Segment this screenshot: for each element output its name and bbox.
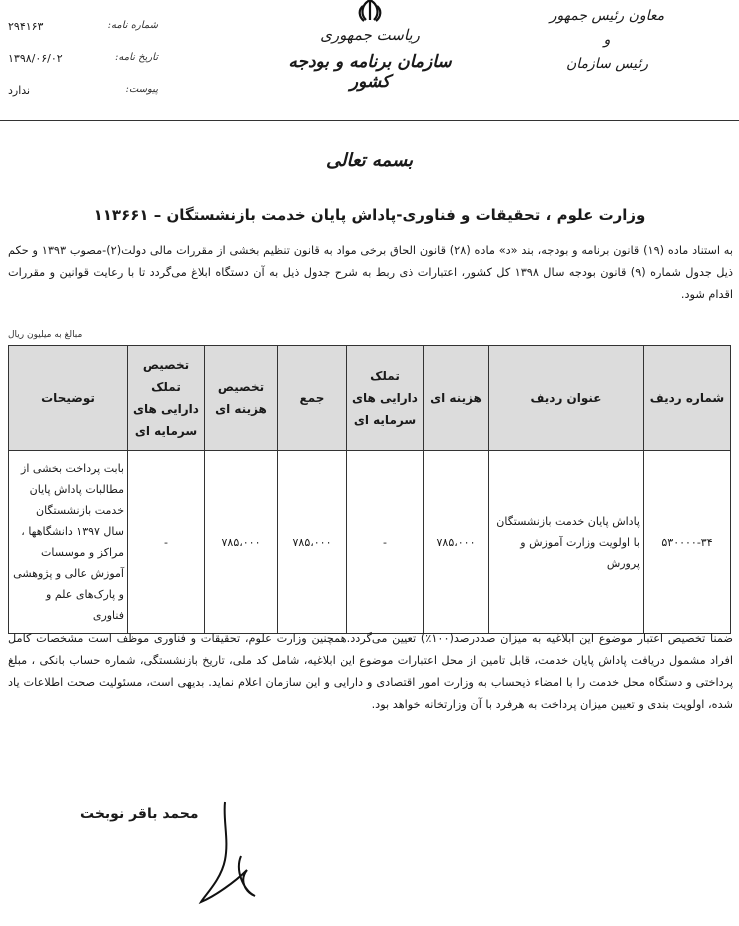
col-row-title: عنوان ردیف <box>489 346 644 451</box>
cell-row-title: پاداش پایان خدمت بازنشستگان با اولویت وزارت آموزش و پرورش <box>489 451 644 634</box>
issuer-line-3: رئیس سازمان <box>566 56 648 72</box>
table-row <box>9 451 731 634</box>
cell-capital-allocation: - <box>128 451 205 634</box>
letter-title: وزارت علوم ، تحقیقات و فناوری-پاداش پایان خدمت بازنشستگان – ۱۱۳۶۶۱ <box>93 206 646 224</box>
col-current-allocation: تخصیص هزینه ای <box>205 346 278 451</box>
cell-row-number: ۵۳۰۰۰۰-۳۴ <box>644 451 731 634</box>
col-capital-assets: تملک دارایی های سرمایه ای <box>347 346 424 451</box>
col-total: جمع <box>278 346 347 451</box>
unit-note: مبالغ به میلیون ریال <box>8 330 83 340</box>
attachment-label: پیوست: <box>125 84 158 95</box>
header-divider <box>0 120 739 121</box>
cell-total: ۷۸۵،۰۰۰ <box>278 451 347 634</box>
letter-date-row <box>8 52 158 65</box>
closing-paragraph: ضمنا تخصیص اعتبار موضوع این ابلاغیه به میزان صددرصد(۱۰۰٪) تعیین می‌گردد.همچنین وزارت علوم، تحقیقات و فناوری موظف است مشخصات کامل افراد مشمول دریافت پاداش پایان خدمت، قابل تامین از محل اعتبارات موضوع این ابلاغیه، شامل کد ملی، تاریخ بازنشستگی، شماره حساب بانکی ، مبلغ پرداختی و دستگاه محل خدمت را با امضاء ذیحساب به وزارت امور اقتصادی و دارایی و این سازمان اعلام نماید. بدیهی است، مسئولیت صحت اطلاعات یاد شده، اولویت بندی و تعیین میزان پرداخت به هرفرد با آن وزارتخانه خواهد بود. <box>8 632 733 711</box>
cell-description: بابت پرداخت بخشی از مطالبات پاداش پایان خدمت بازنشستگان سال ۱۳۹۷ دانشگاهها ، مراکز و موسسات آموزش عالی و پژوهشی و پارک‌های علم و فناوری <box>9 451 128 634</box>
letter-date-value: ۱۳۹۸/۰۶/۰۲ <box>8 52 63 65</box>
col-row-number: شماره ردیف <box>644 346 731 451</box>
cell-capital-assets: - <box>347 451 424 634</box>
intro-paragraph: به استناد ماده (۱۹) قانون برنامه و بودجه، بند «د» ماده (۲۸) قانون الحاق برخی مواد به قانون تنظیم بخشی از مقررات مالی دولت(۲)-مصوب ۱۳۹۳ و حکم ذیل جدول شماره (۹) قانون بودجه سال ۱۳۹۸ کل کشور، اعتبارات ذی ربط به شرح جدول ذیل به آن دستگاه ابلاغ می‌گردد تا با رعایت قوانین و مقررات اقدام شود. <box>8 244 733 301</box>
issuer-line-2: و <box>603 32 611 48</box>
letter-number-row <box>8 20 158 33</box>
signer-name: محمد باقر نوبخت <box>80 806 199 822</box>
presidency-label: ریاست جمهوری <box>320 26 420 44</box>
iran-emblem-icon <box>352 0 388 22</box>
issuer-line-1: معاون رئیس جمهور <box>549 8 665 24</box>
col-description: توضیحات <box>9 346 128 451</box>
organization-name: سازمان برنامه و بودجه کشور <box>288 52 452 92</box>
letterhead <box>270 0 470 92</box>
handwritten-signature <box>195 800 275 910</box>
letter-number-label: شماره نامه: <box>107 20 158 31</box>
cell-current-cost: ۷۸۵،۰۰۰ <box>424 451 489 634</box>
bismillah: بسمه تعالی <box>325 150 414 171</box>
col-current-cost: هزینه ای <box>424 346 489 451</box>
cell-current-allocation: ۷۸۵،۰۰۰ <box>205 451 278 634</box>
letter-number-value: ۲۹۴۱۶۳ <box>8 20 44 33</box>
letter-date-label: تاریخ نامه: <box>115 52 158 63</box>
allocation-table <box>8 345 731 634</box>
attachment-row <box>8 84 158 97</box>
attachment-value: ندارد <box>8 84 31 97</box>
col-capital-allocation: تخصیص تملک دارایی های سرمایه ای <box>128 346 205 451</box>
issuer-title-block <box>547 4 667 76</box>
table-header-row <box>9 346 731 451</box>
